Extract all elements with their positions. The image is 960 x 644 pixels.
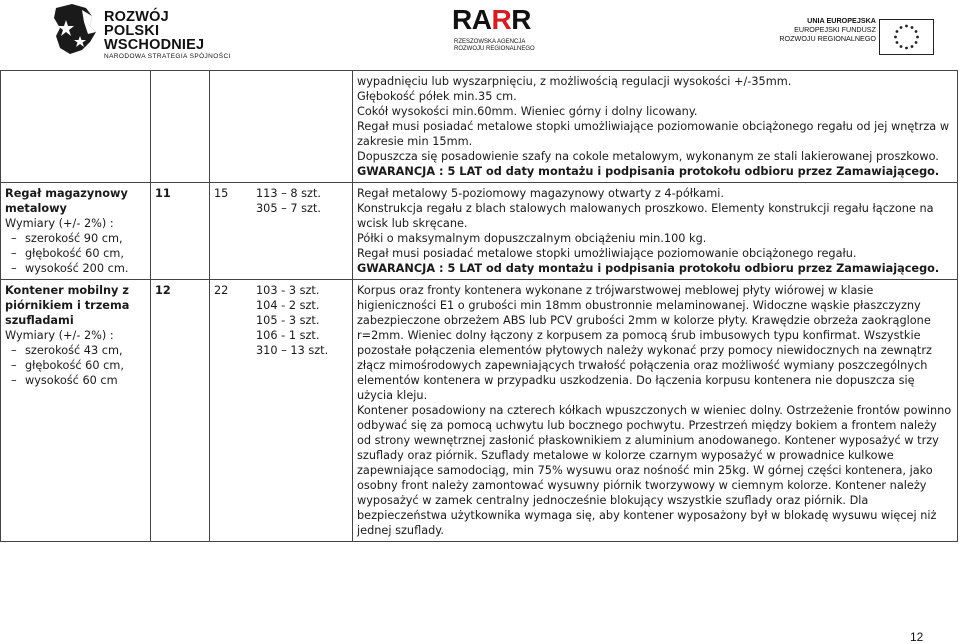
eu-star-icon <box>896 30 899 33</box>
item-name-cell <box>1 71 151 183</box>
dims-label: Wymiary (+/- 2%) : <box>5 329 114 342</box>
desc-line: Regał metalowy 5-poziomowy magazynowy otwarty z 4-półkami. <box>357 187 724 200</box>
room-quantity: 310 – 13 szt. <box>256 344 329 357</box>
eu-star-icon <box>900 45 903 48</box>
room-quantity: 104 - 2 szt. <box>256 299 320 312</box>
room-quantity: 105 - 3 szt. <box>256 314 320 327</box>
eu-line-1: UNIA EUROPEJSKA <box>807 16 876 25</box>
rarr-line-2: ROZWOJU REGIONALNEGO <box>454 46 535 52</box>
dim-line: – wysokość 200 cm. <box>11 262 129 275</box>
eu-star-icon <box>916 36 919 39</box>
eu-star-icon <box>911 26 914 29</box>
dim-line: – głębokość 60 cm, <box>11 247 124 260</box>
dim-line: – szerokość 90 cm, <box>11 232 123 245</box>
item-title: Regał magazynowy metalowy <box>5 187 128 215</box>
eu-star-icon <box>900 26 903 29</box>
item-number-cell: 11 <box>151 183 210 280</box>
quantity-total: 15 <box>214 187 229 200</box>
specification-table <box>0 70 958 542</box>
dim-line: – wysokość 60 cm <box>11 374 118 387</box>
desc-line: Konstrukcja regału z blach stalowych malowanych proszkowo. Elementy konstrukcji regału łączone na wcisk lub skręcane. <box>357 202 934 230</box>
desc-line: Regał musi posiadać metalowe stopki umożliwiające poziomowanie obciążonego regału od jej wnętrza w zakresie min 15mm. <box>357 120 950 148</box>
poland-map-flag-icon <box>52 2 100 56</box>
dim-line: – szerokość 43 cm, <box>11 344 123 357</box>
table-row <box>1 71 958 183</box>
rarr-mark: RARR <box>452 4 531 35</box>
item-quantity-cell <box>210 280 353 542</box>
eu-star-icon <box>905 47 908 50</box>
eu-line-2: EUROPEJSKI FUNDUSZ <box>794 25 876 34</box>
dim-line: – głębokość 60 cm, <box>11 359 124 372</box>
logo-line-2: POLSKI WSCHODNIEJ <box>104 23 205 53</box>
item-name-cell <box>1 183 151 280</box>
item-number-cell: 12 <box>151 280 210 542</box>
logo-line-1: ROZWÓJ <box>104 9 169 25</box>
eu-star-icon <box>911 45 914 48</box>
eu-line-3: ROZWOJU REGIONALNEGO <box>779 34 876 43</box>
quantity-total: 22 <box>214 284 229 297</box>
desc-line: wypadnięciu lub wyszarpnięciu, z możliwością regulacji wysokości +/-35mm. <box>357 75 792 88</box>
eu-star-icon <box>905 25 908 28</box>
rarr-logo <box>452 6 542 56</box>
room-quantity: 103 - 3 szt. <box>256 284 320 297</box>
eu-logo <box>764 16 954 56</box>
item-title: Kontener mobilny z piórnikiem i trzema szufladami <box>5 284 130 327</box>
desc-line: Głębokość półek min.35 cm. <box>357 90 517 103</box>
room-quantity: 305 – 7 szt. <box>256 202 322 215</box>
item-quantity-cell <box>210 71 353 183</box>
page-number: 12 <box>910 630 924 644</box>
room-quantity: 106 - 1 szt. <box>256 329 320 342</box>
eu-star-icon <box>894 36 897 39</box>
desc-line: Półki o maksymalnym dopuszczalnym obciążeniu min.100 kg. <box>357 232 707 245</box>
rozwoj-polski-wschodniej-logo <box>50 2 250 58</box>
item-description-cell <box>353 71 958 183</box>
table-row <box>1 280 958 542</box>
item-description-cell <box>353 280 958 542</box>
item-description-cell <box>353 183 958 280</box>
logo-line-3: NARODOWA STRATEGIA SPÓJNOŚCI <box>104 53 231 60</box>
eu-star-icon <box>915 30 918 33</box>
room-quantity: 113 – 8 szt. <box>256 187 322 200</box>
guarantee-text: GWARANCJA : 5 LAT od daty montażu i podpisania protokołu odbioru przez Zamawiającego. <box>357 165 940 178</box>
page-header <box>0 0 960 62</box>
item-quantity-cell <box>210 183 353 280</box>
eu-star-icon <box>896 41 899 44</box>
dims-label: Wymiary (+/- 2%) : <box>5 217 114 230</box>
rarr-line-1: RZESZOWSKA AGENCJA <box>454 39 526 45</box>
desc-line: Dopuszcza się posadowienie szafy na cokole metalowym, wykonanym ze stali lakierowanej proszkowo. <box>357 150 939 163</box>
desc-paragraph: Korpus oraz fronty kontenera wykonane z trójwarstwowej meblowej płyty wiórowej w klasie higieniczności E1 o grubości min 18mm obustronnie melaminowanej. Widoczne wąskie płaszczyzny zabezpieczone obrzeżem ABS lub PCV grubości 2mm w kolorze płyty. Krawędzie obrzeża zaokrąglone r=2mm. Wieniec dolny łączony z korpusem za pomocą śrub imbusowych typu konfirmat. Wszystkie pozostałe połączenia elementów płytowych należy wykonać przy pomocy niewidocznych na zewnątrz złącz mimośrodowych zapewniających trwałość połączenia oraz możliwość wymiany poszczególnych elementów kontenera w przypadku uszkodzenia. Do łączenia korpusu kontenera nie dopuszcza się użycia kleju. <box>357 284 932 402</box>
item-number-cell <box>151 71 210 183</box>
eu-flag-icon <box>879 19 934 55</box>
item-name-cell <box>1 280 151 542</box>
guarantee-text: GWARANCJA : 5 LAT od daty montażu i podpisania protokołu odbioru przez Zamawiającego. <box>357 262 940 275</box>
table-row <box>1 183 958 280</box>
desc-paragraph: Kontener posadowiony na czterech kółkach wpuszczonych w wieniec dolny. Ostrzeżenie frontów powinno odbywać się za pomocą uchwytu lub bocznego pochwytu. Przestrzeń między bokiem a frontem należy od strony wewnętrznej zasłonić płaskownikiem z aluminium anodowanego. Kontener wyposażyć w trzy szuflady oraz piórnik. Szuflady metalowe w kolorze czarnym wyposażyć w prowadnice kulkowe zapewniające samodociąg, min 75% wysuwu oraz nośność min 25kg. W górnej części kontenera, jako osobny front należy zamontować wysuwny piórnik tworzywowy w ciemnym kolorze. Kontener należy wyposażyć w zamek centralny jednocześnie blokujący wszystkie szuflady oraz piórnik. Dla bezpieczeństwa użytkownika wymaga się, aby kontener wyposażony był w blokadę wysuwu więcej niż jednej szuflady. <box>357 404 952 537</box>
desc-line: Regał musi posiadać metalowe stopki umożliwiające poziomowanie obciążonego regału. <box>357 247 857 260</box>
eu-star-icon <box>915 41 918 44</box>
desc-line: Cokół wysokości min.60mm. Wieniec górny i dolny licowany. <box>357 105 698 118</box>
